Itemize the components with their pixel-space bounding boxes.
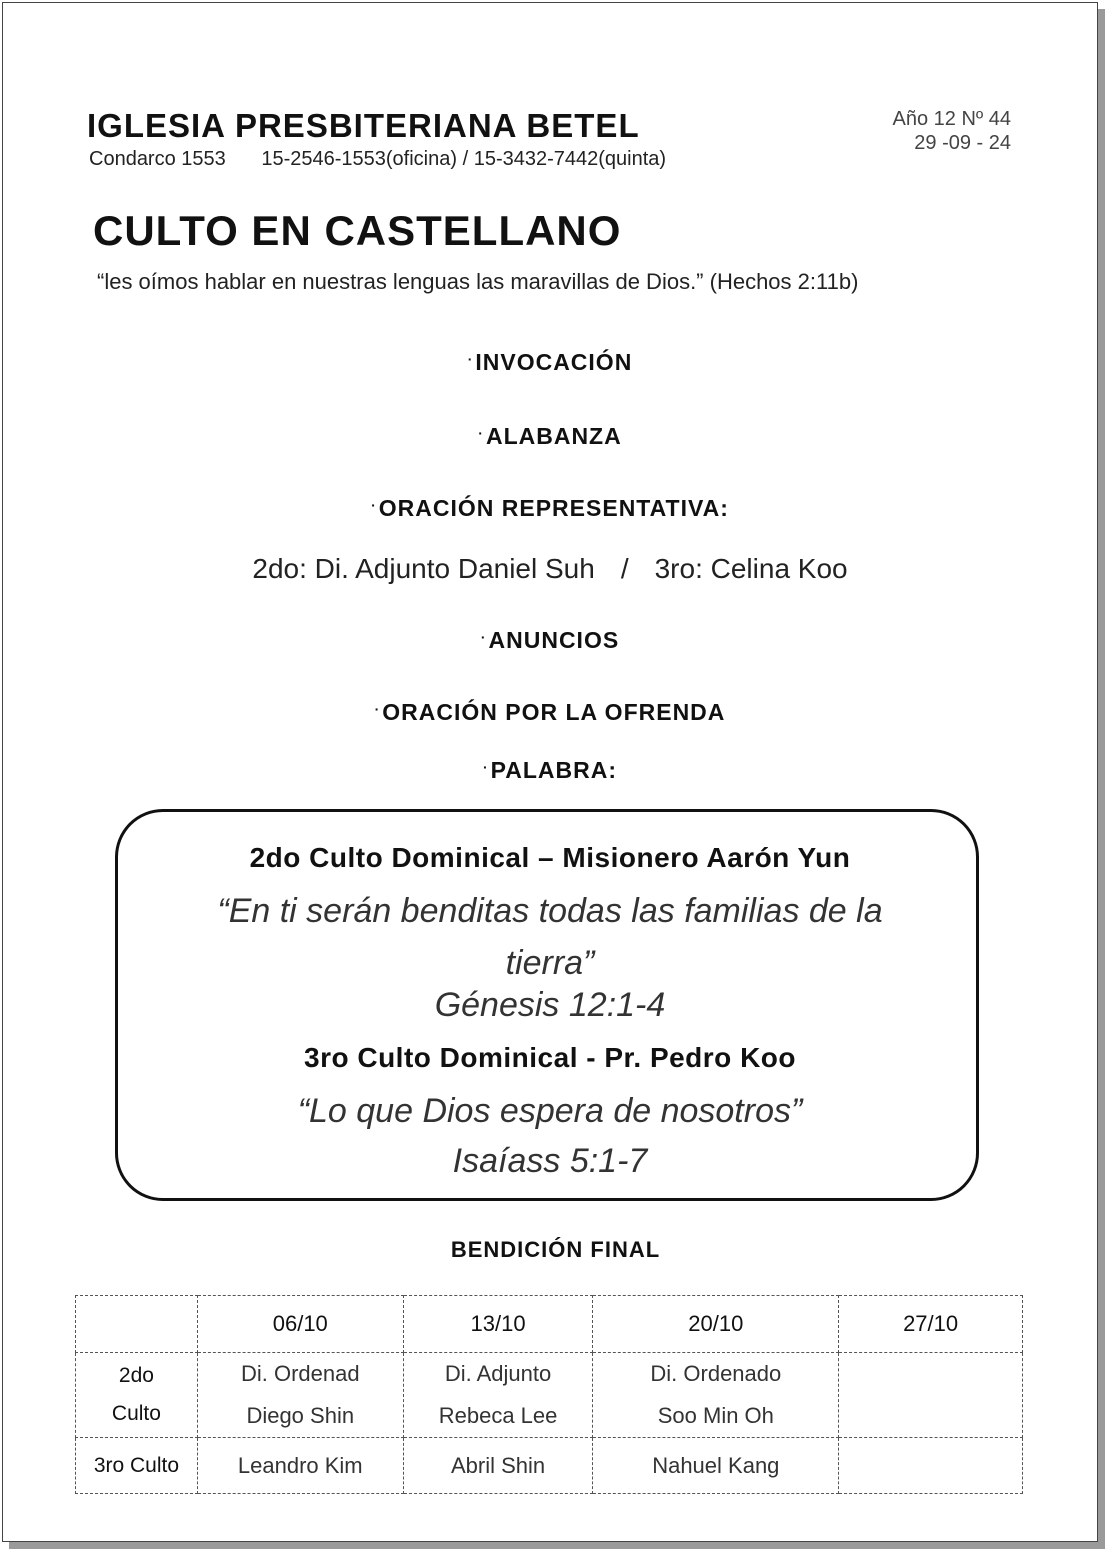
bullet-mark: · — [478, 425, 484, 441]
date-header: 20/10 — [593, 1296, 839, 1353]
final-blessing: BENDICIÓN FINAL — [450, 1237, 661, 1262]
sermon-3ro-title: “Lo que Dios espera de nosotros” — [297, 1092, 803, 1130]
prayer-separator: / — [620, 553, 629, 584]
section-invocacion — [3, 349, 1097, 376]
church-name: IGLESIA PRESBITERIANA BETEL — [87, 107, 640, 144]
table-row — [76, 1353, 1023, 1438]
row-label-3ro: 3ro Culto — [76, 1438, 198, 1494]
sermon-3ro-heading: 3ro Culto Dominical - Pr. Pedro Koo — [304, 1042, 796, 1073]
sermon-2do-reference: Génesis 12:1-4 — [434, 986, 666, 1024]
bullet-mark: · — [371, 497, 377, 513]
bible-quote: “les oímos hablar en nuestras lenguas las maravillas de Dios.” (Hechos 2:11b) — [97, 269, 859, 294]
row-label-line: Culto — [111, 1402, 161, 1425]
cell-role: Di. Ordenado — [650, 1361, 782, 1386]
bulletin-page — [2, 2, 1098, 1542]
table-cell — [839, 1438, 1023, 1494]
prayer-2do: 2do: Di. Adjunto Daniel Suh — [252, 553, 595, 584]
bullet-mark: · — [467, 351, 474, 367]
cell-person: Soo Min Oh — [657, 1403, 774, 1428]
date-header: 06/10 — [197, 1296, 403, 1353]
bullet-mark: · — [480, 629, 487, 645]
date-header: 27/10 — [839, 1296, 1023, 1353]
section-label: ALABANZA — [485, 423, 622, 449]
table-cell: Nahuel Kang — [593, 1438, 839, 1494]
cell-person: Diego Shin — [246, 1403, 355, 1428]
sermon-2do-title-line1: “En ti serán benditas todas las familias de la — [217, 892, 883, 930]
table-row — [76, 1438, 1023, 1494]
section-alabanza — [3, 423, 1097, 450]
section-label: PALABRA: — [490, 757, 618, 783]
issue-info — [865, 107, 1011, 155]
bullet-mark: · — [374, 701, 381, 717]
page-title: CULTO EN CASTELLANO — [93, 207, 622, 254]
section-ofrenda — [3, 699, 1097, 726]
table-cell — [197, 1353, 403, 1438]
table-corner-cell — [76, 1296, 198, 1353]
sermon-box — [115, 809, 979, 1201]
sermon-2do-title-line2: tierra” — [505, 944, 595, 982]
row-label-line: 2do — [118, 1364, 154, 1387]
phone-numbers: 15-2546-1553(oficina) / 15-3432-7442(quinta) — [261, 148, 667, 170]
cell-person: Rebeca Lee — [438, 1403, 558, 1428]
sermon-2do-heading: 2do Culto Dominical – Misionero Aarón Yun — [249, 842, 851, 873]
section-label: ANUNCIOS — [488, 627, 620, 653]
table-cell: Leandro Kim — [197, 1438, 403, 1494]
cell-role: Di. Ordenad — [240, 1361, 360, 1386]
section-anuncios — [3, 627, 1097, 654]
table-cell — [593, 1353, 839, 1438]
table-cell — [839, 1353, 1023, 1438]
schedule-table — [75, 1295, 1023, 1494]
street-address: Condarco 1553 — [89, 148, 226, 170]
row-label-2do — [76, 1353, 198, 1438]
prayer-assignments — [3, 553, 1097, 585]
bullet-mark: · — [482, 759, 489, 775]
table-cell: Abril Shin — [403, 1438, 593, 1494]
church-address — [89, 148, 666, 171]
prayer-3ro: 3ro: Celina Koo — [654, 553, 848, 584]
section-label: INVOCACIÓN — [475, 349, 633, 375]
issue-date: 29 -09 - 24 — [914, 132, 1011, 154]
cell-role: Di. Adjunto — [444, 1361, 552, 1386]
section-palabra — [3, 757, 1097, 784]
section-label: ORACIÓN POR LA OFRENDA — [382, 699, 726, 725]
section-oracion — [3, 495, 1097, 522]
section-label: ORACIÓN REPRESENTATIVA: — [378, 495, 729, 521]
issue-number: Año 12 Nº 44 — [892, 108, 1011, 130]
sermon-3ro-reference: Isaíass 5:1-7 — [452, 1142, 648, 1180]
table-cell — [403, 1353, 593, 1438]
table-header-row — [76, 1296, 1023, 1353]
date-header: 13/10 — [403, 1296, 593, 1353]
